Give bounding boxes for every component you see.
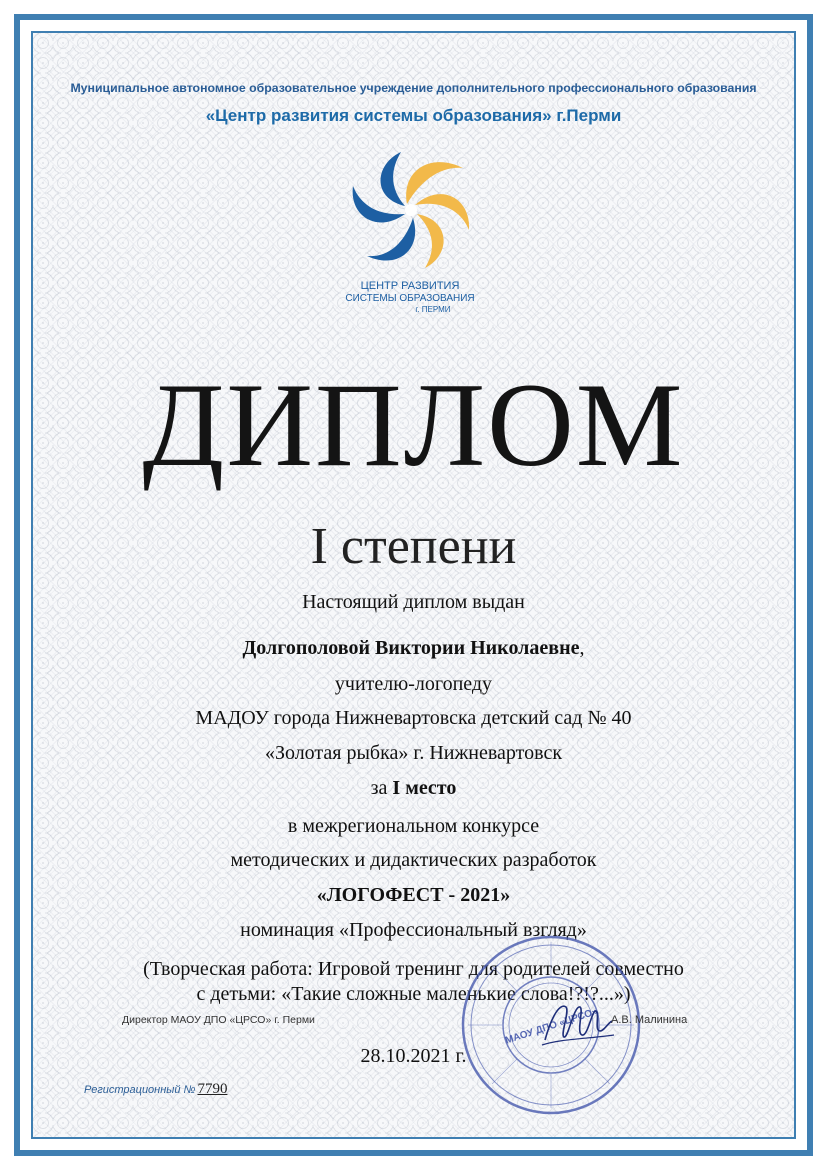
recipient-position: учителю-логопеду: [334, 673, 493, 695]
registration-label: Регистрационный №: [84, 1084, 196, 1096]
work-title-line2: с детьми: «Такие сложные маленькие слова!?!?...»): [196, 983, 631, 1005]
stamp-inner-text: МАОУ ДПО «ЦРСО»: [503, 1006, 600, 1047]
place-line: [0, 776, 827, 800]
institution-line1: МАДОУ города Нижневартовска детский сад № 40: [195, 707, 632, 729]
contest-line2: методических и дидактических разработок: [230, 849, 597, 871]
issue-date: 28.10.2021 г.: [360, 1045, 467, 1067]
logo-text-line3: г. ПЕРМИ: [415, 305, 451, 313]
handwritten-signature: [540, 995, 615, 1050]
logo-text-line1: ЦЕНТР РАЗВИТИЯ: [360, 280, 460, 292]
registration-value: 7790: [197, 1081, 228, 1097]
signer-title: Директор МАОУ ДПО «ЦРСО» г. Перми: [122, 1014, 315, 1026]
work-title-line1: (Творческая работа: Игровой тренинг для родителей совместно: [143, 958, 684, 980]
diploma-degree: I степени: [310, 518, 517, 575]
organization-name-line2: «Центр развития системы образования» г.Перми: [205, 106, 622, 125]
registration-number: [84, 1081, 237, 1098]
diploma-title: ДИПЛОМ: [142, 358, 685, 491]
contest-line1: в межрегиональном конкурсе: [287, 815, 540, 837]
recipient-name: Долгополовой Виктории Николаевне: [242, 637, 580, 659]
logo-text-line2: СИСТЕМЫ ОБРАЗОВАНИЯ: [345, 293, 475, 304]
contest-name: «ЛОГОФЕСТ - 2021»: [316, 884, 511, 906]
nomination: номинация «Профессиональный взгляд»: [240, 919, 587, 941]
recipient-name-suffix: ,: [579, 637, 585, 659]
for-prefix: за: [370, 777, 393, 799]
organization-logo: [343, 148, 478, 313]
institution-line2: «Золотая рыбка» г. Нижневартовск: [264, 742, 563, 764]
place-awarded: I место: [392, 777, 457, 799]
issued-text: Настоящий диплом выдан: [302, 591, 525, 613]
recipient-line: [0, 636, 827, 660]
signer-name: А.В. Малинина: [611, 1014, 688, 1026]
organization-name-line1: Муниципальное автономное образовательное учреждение дополнительного профессионального образования: [70, 81, 757, 95]
